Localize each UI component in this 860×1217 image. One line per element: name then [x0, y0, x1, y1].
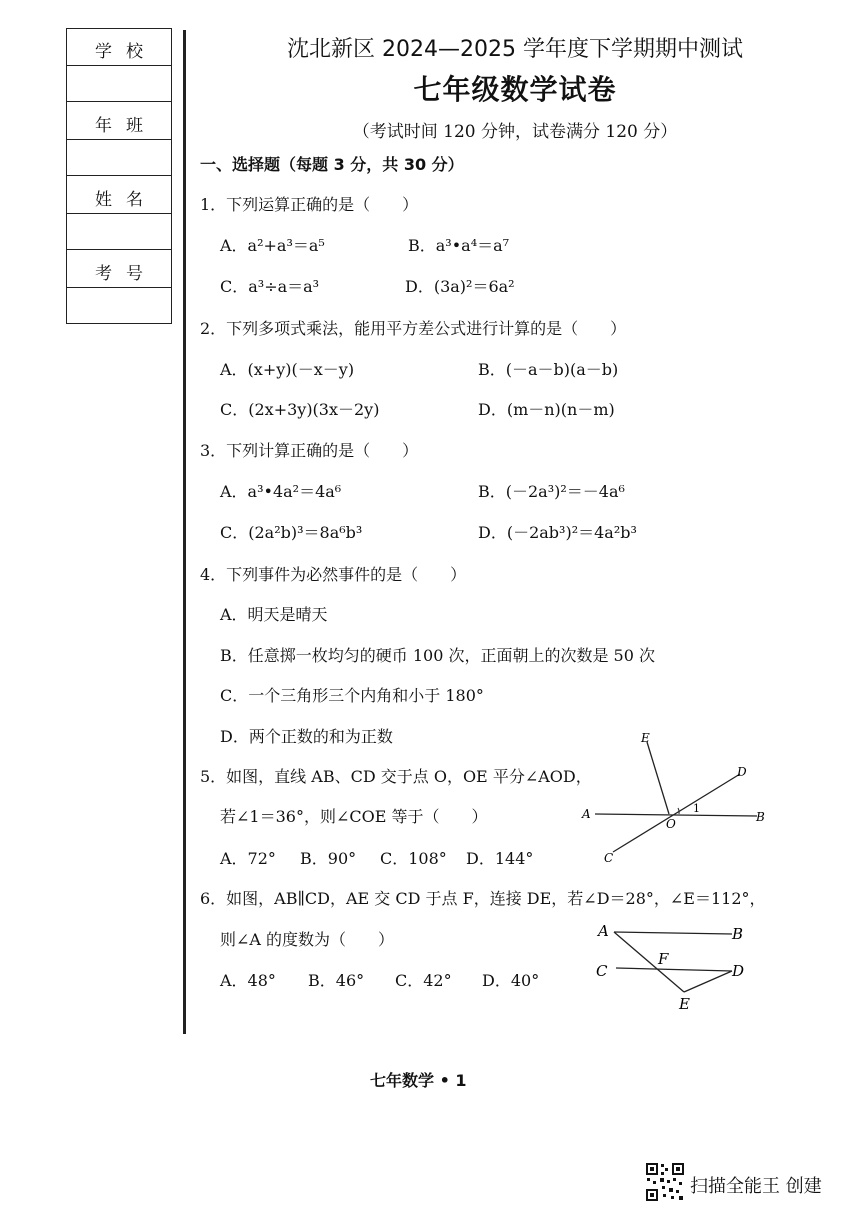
figure-intersecting-lines — [575, 728, 775, 868]
name-label: 姓名 — [95, 190, 157, 210]
divider — [67, 287, 171, 288]
option: D．(－2ab³)²＝4a²b³ — [478, 523, 637, 542]
divider — [67, 213, 171, 214]
question-stem: 6．如图，AB∥CD，AE 交 CD 于点 F，连接 DE，若∠D＝28°，∠E＝112°， — [200, 889, 766, 908]
page-footer: 七年数学 • 1 — [370, 1071, 467, 1090]
label-angle-1: 1 — [693, 802, 700, 815]
option: D．两个正数的和为正数 — [220, 727, 393, 746]
divider — [67, 175, 171, 176]
option: C．一个三角形三个内角和小于 180° — [220, 686, 484, 705]
label-C: C — [596, 962, 608, 980]
divider — [67, 101, 171, 102]
option: C．(2x+3y)(3x－2y) — [220, 400, 380, 419]
student-info-box — [66, 28, 172, 324]
option: D．144° — [466, 849, 534, 868]
option: A．72° — [220, 849, 276, 868]
qr-code-icon — [645, 1162, 685, 1202]
option: B．46° — [308, 971, 365, 990]
exam-number-label: 考号 — [95, 264, 157, 284]
exam-info: （考试时间 120 分钟，试卷满分 120 分） — [352, 122, 678, 142]
figure-parallel-lines — [590, 916, 760, 1016]
option: A．(x+y)(－x－y) — [220, 360, 355, 379]
label-D: D — [732, 962, 745, 980]
option: B．a³•a⁴＝a⁷ — [408, 236, 510, 255]
option: B．任意掷一枚均匀的硬币 100 次，正面朝上的次数是 50 次 — [220, 646, 656, 665]
label-A: A — [598, 922, 609, 940]
option: A．明天是晴天 — [220, 605, 328, 624]
option: D．40° — [482, 971, 540, 990]
label-O: O — [666, 817, 676, 831]
question-stem-continued: 则∠A 的度数为（ ） — [220, 930, 395, 949]
question-stem: 4．下列事件为必然事件的是（ ） — [200, 565, 467, 584]
exam-title: 沈北新区 2024—2025 学年度下学期期中测试 — [287, 37, 743, 62]
question-stem: 5．如图，直线 AB、CD 交于点 O，OE 平分∠AOD， — [200, 767, 592, 786]
watermark-brand: 扫描全能王 创建 — [690, 1176, 822, 1197]
school-label: 学校 — [95, 42, 157, 62]
option: B．90° — [300, 849, 357, 868]
label-A: A — [582, 807, 591, 821]
option: D．(3a)²＝6a² — [405, 277, 515, 296]
label-E: E — [641, 731, 650, 745]
option: D．(m－n)(n－m) — [478, 400, 615, 419]
option: B．(－2a³)²＝－4a⁶ — [478, 482, 625, 501]
subject-title: 七年级数学试卷 — [413, 73, 617, 106]
question-stem: 1．下列运算正确的是（ ） — [200, 195, 419, 214]
class-label: 年班 — [95, 116, 157, 136]
label-F: F — [658, 950, 669, 968]
option: A．a²+a³＝a⁵ — [220, 236, 325, 255]
label-D: D — [737, 765, 747, 779]
option: C．42° — [395, 971, 452, 990]
option: A．a³•4a²＝4a⁶ — [220, 482, 342, 501]
option: B．(－a－b)(a－b) — [478, 360, 619, 379]
label-E: E — [679, 995, 690, 1013]
option: C．a³÷a＝a³ — [220, 277, 320, 296]
section-heading: 一、选择题（每题 3 分，共 30 分） — [200, 155, 464, 174]
question-stem: 2．下列多项式乘法，能用平方差公式进行计算的是（ ） — [200, 319, 627, 338]
question-stem: 3．下列计算正确的是（ ） — [200, 441, 419, 460]
divider — [67, 65, 171, 66]
divider — [67, 249, 171, 250]
option: A．48° — [220, 971, 276, 990]
divider — [67, 139, 171, 140]
binding-line — [183, 30, 186, 1034]
option: C．(2a²b)³＝8a⁶b³ — [220, 523, 363, 542]
option: C．108° — [380, 849, 447, 868]
question-stem-continued: 若∠1＝36°，则∠COE 等于（ ） — [220, 807, 488, 826]
label-B: B — [732, 925, 744, 943]
label-B: B — [756, 810, 765, 824]
label-C: C — [604, 851, 614, 865]
